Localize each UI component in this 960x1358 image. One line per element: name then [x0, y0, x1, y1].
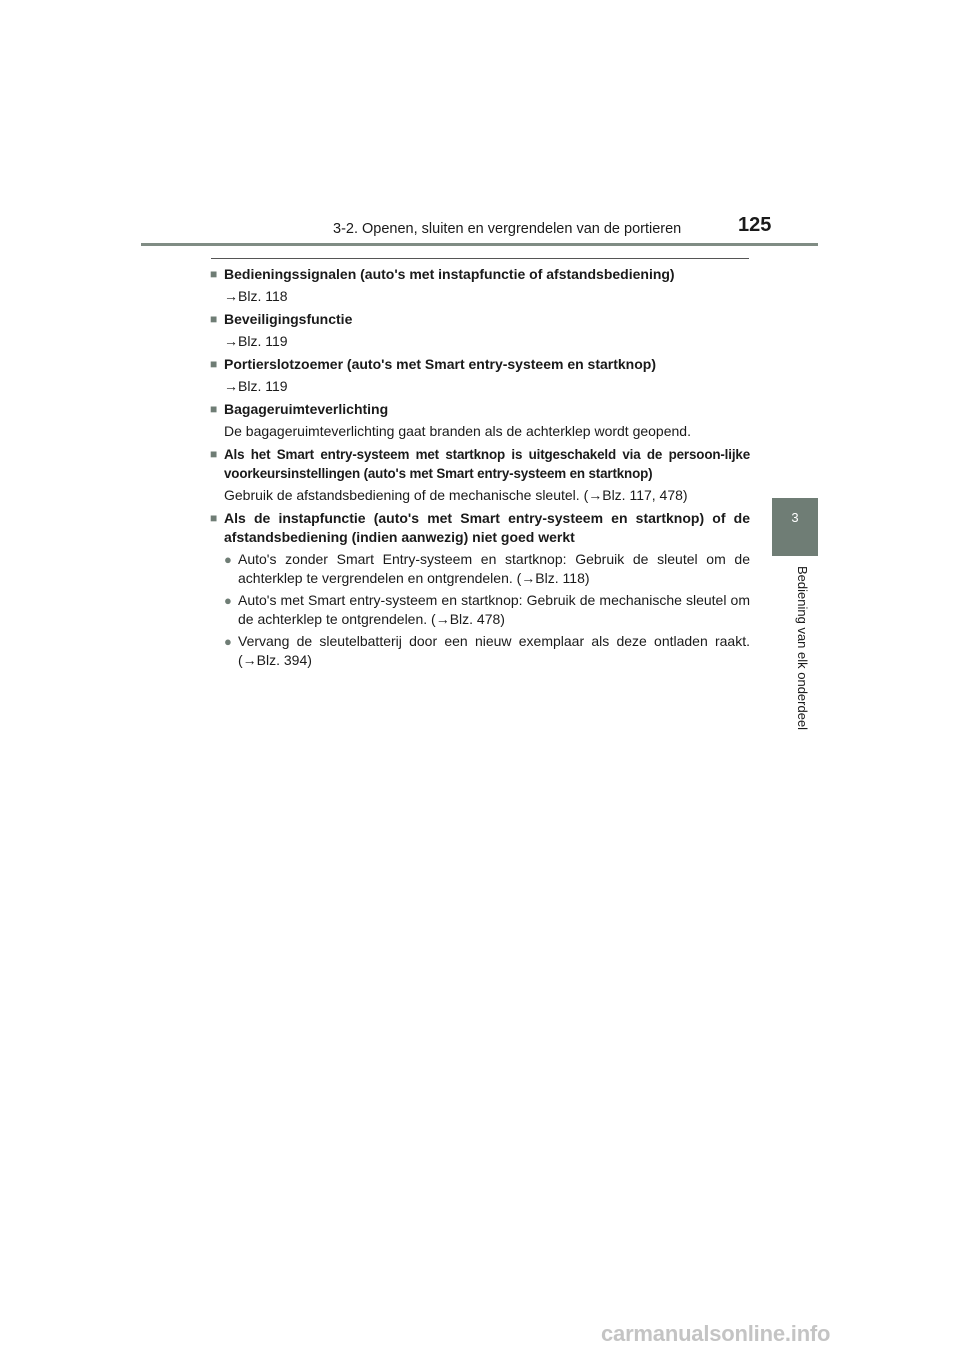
- section-body: De bagageruimteverlichting gaat branden als de achterklep wordt geopend.: [224, 423, 691, 439]
- round-bullet-icon: ●: [224, 593, 232, 608]
- chapter-tab: [772, 498, 818, 556]
- section-heading-text: Als het Smart entry-systeem met startknop is uitgeschakeld via de persoon-lijke voorkeursinstellingen (auto's met Smart entry-systeem en startknop): [224, 447, 750, 481]
- list-item-text: Auto's met Smart entry-systeem en startknop: Gebruik de mechanische sleutel om de achterklep te ontgrendelen. (→Blz. 478): [238, 592, 750, 627]
- section: [210, 400, 750, 441]
- section-body: →Blz. 119: [224, 333, 288, 349]
- section-heading-text: Bagageruimteverlichting: [224, 401, 389, 417]
- section: [210, 310, 750, 351]
- section-heading: [210, 265, 750, 284]
- square-bullet-icon: ■: [210, 511, 218, 525]
- list-item: [224, 591, 750, 629]
- square-bullet-icon: ■: [210, 312, 218, 326]
- section-body: →Blz. 119: [224, 378, 288, 394]
- chapter-tab-number: 3: [791, 510, 799, 525]
- section-heading: [210, 509, 750, 547]
- header-title: 3-2. Openen, sluiten en vergrendelen van de portieren: [333, 221, 682, 237]
- square-bullet-icon: ■: [210, 402, 218, 416]
- section: [210, 265, 750, 306]
- list-item-text: Vervang de sleutelbatterij door een nieuw exemplaar als deze ontladen raakt. (→Blz. 394): [238, 633, 750, 668]
- chapter-label: Bediening van elk onderdeel: [795, 566, 810, 731]
- section-body: →Blz. 118: [224, 288, 288, 304]
- square-bullet-icon: ■: [210, 447, 218, 461]
- round-bullet-icon: ●: [224, 634, 232, 649]
- watermark: carmanualsonline.info: [601, 1321, 831, 1346]
- section-heading-text: Beveiligingsfunctie: [224, 311, 353, 327]
- round-bullet-icon: ●: [224, 552, 232, 567]
- section-heading-text: Portierslotzoemer (auto's met Smart entry-systeem en startknop): [224, 356, 657, 372]
- section: [210, 445, 750, 505]
- list-item: [224, 632, 750, 670]
- list-item: [224, 550, 750, 588]
- section-heading-text: Bedieningssignalen (auto's met instapfunctie of afstandsbediening): [224, 266, 675, 282]
- header-rule: [141, 243, 818, 246]
- page-number: 125: [738, 214, 772, 236]
- section-heading: [210, 355, 750, 374]
- section-heading: [210, 310, 750, 329]
- content: [210, 265, 750, 674]
- section-heading: [210, 400, 750, 419]
- section: [210, 509, 750, 670]
- content-rule: [211, 258, 749, 259]
- section-heading-text: Als de instapfunctie (auto's met Smart entry-systeem en startknop) of de afstandsbediening (indien aanwezig) niet goed werkt: [224, 510, 750, 545]
- square-bullet-icon: ■: [210, 267, 218, 281]
- list-item-text: Auto's zonder Smart Entry-systeem en startknop: Gebruik de sleutel om de achterklep te vergrendelen en ontgrendelen. (→Blz. 118): [238, 551, 750, 586]
- section-body: Gebruik de afstandsbediening of de mechanische sleutel. (→Blz. 117, 478): [224, 487, 688, 503]
- section-heading: [210, 445, 750, 483]
- square-bullet-icon: ■: [210, 357, 218, 371]
- section: [210, 355, 750, 396]
